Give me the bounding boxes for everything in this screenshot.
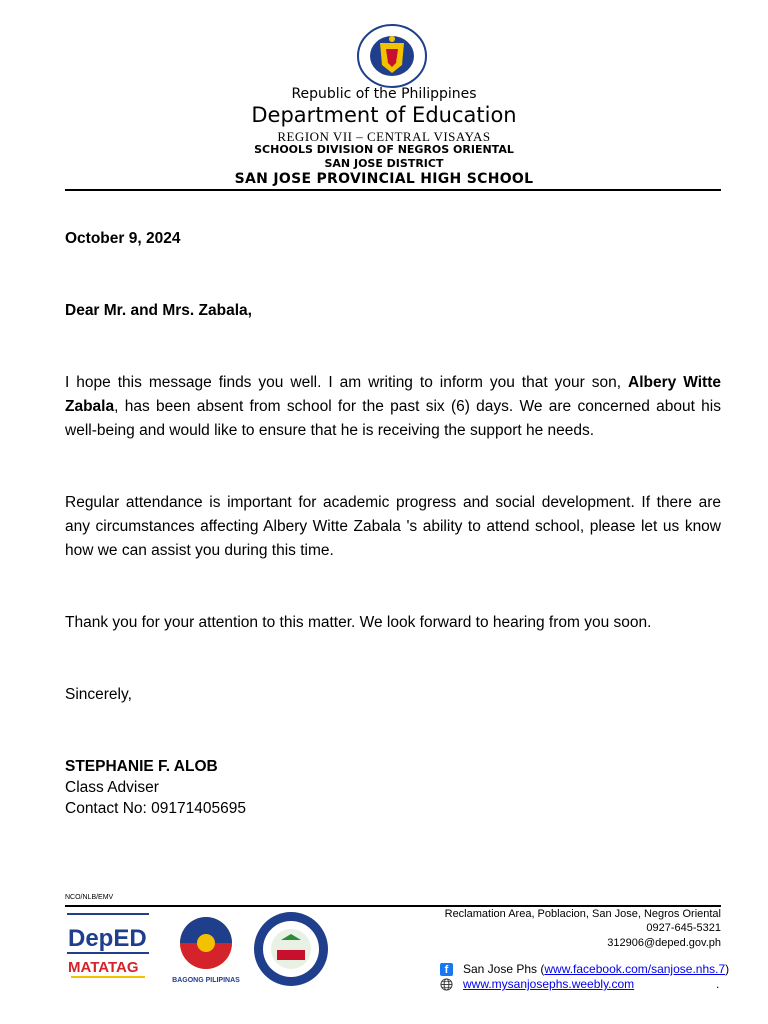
deped-logo-text: DepED (68, 925, 147, 952)
paragraph-text: I hope this message finds you well. I am writing to inform you that your son, (65, 374, 629, 391)
region-heading: REGION VII – CENTRAL VISAYAS (277, 129, 491, 144)
footer-logos (65, 910, 335, 990)
paragraph-text: , has been absent from school for the past six (6) days. We are concerned about his well-being and would like to ensure that he is receiving the support he needs. (65, 398, 721, 439)
signature-block (65, 756, 721, 819)
facebook-label: San Jose Phs ( (463, 962, 545, 976)
header-divider (65, 189, 721, 191)
school-email: 312906@deped.gov.ph (607, 937, 721, 949)
paragraph-attendance: Regular attendance is important for academic progress and social development. If there are any circumstances affecting Albery Witte Zabala 's ability to attend school, please let us know how we can assist you during this time. (65, 494, 721, 559)
globe-icon (440, 978, 453, 991)
department-heading: Department of Education (251, 103, 517, 127)
facebook-icon: f (440, 963, 453, 976)
paragraph-thanks: Thank you for your attention to this matter. We look forward to hearing from you soon. (65, 614, 652, 631)
letter-date: October 9, 2024 (65, 230, 181, 247)
paragraph-absence-notice (65, 371, 721, 443)
school-address: Reclamation Area, Poblacion, San Jose, Negros Oriental (444, 908, 721, 920)
facebook-label-close: ) (725, 962, 730, 976)
facebook-link[interactable]: www.facebook.com/sanjose.nhs.7 (544, 962, 726, 976)
bagong-pilipinas-logo (172, 917, 240, 984)
division-heading: SCHOOLS DIVISION OF NEGROS ORIENTAL (254, 143, 514, 156)
website-row (440, 977, 634, 991)
matatag-logo-text: MATATAG (68, 959, 139, 976)
letter-closing: Sincerely, (65, 686, 132, 703)
republic-heading: Republic of the Philippines (291, 86, 477, 102)
trailing-dot: . (716, 977, 720, 991)
school-heading: SAN JOSE PROVINCIAL HIGH SCHOOL (234, 171, 534, 187)
reference-initials: NCO/NLB/EMV (65, 894, 114, 901)
school-phone: 0927-645-5321 (646, 922, 721, 934)
letter-salutation: Dear Mr. and Mrs. Zabala, (65, 302, 252, 319)
signer-contact: Contact No: 09171405695 (65, 800, 246, 817)
signer-name: STEPHANIE F. ALOB (65, 758, 218, 775)
footer-divider (65, 905, 721, 907)
student-name: Albery Witte Zabala (65, 374, 721, 415)
signer-title: Class Adviser (65, 779, 159, 796)
district-heading: SAN JOSE DISTRICT (324, 157, 444, 170)
school-seal-logo (254, 912, 328, 986)
website-link[interactable]: www.mysanjosephs.weebly.com (463, 977, 635, 991)
deped-seal-logo (356, 23, 428, 89)
facebook-row (440, 962, 729, 976)
bagong-pilipinas-text: BAGONG PILIPINAS (172, 977, 240, 984)
deped-matatag-logo (67, 913, 149, 978)
